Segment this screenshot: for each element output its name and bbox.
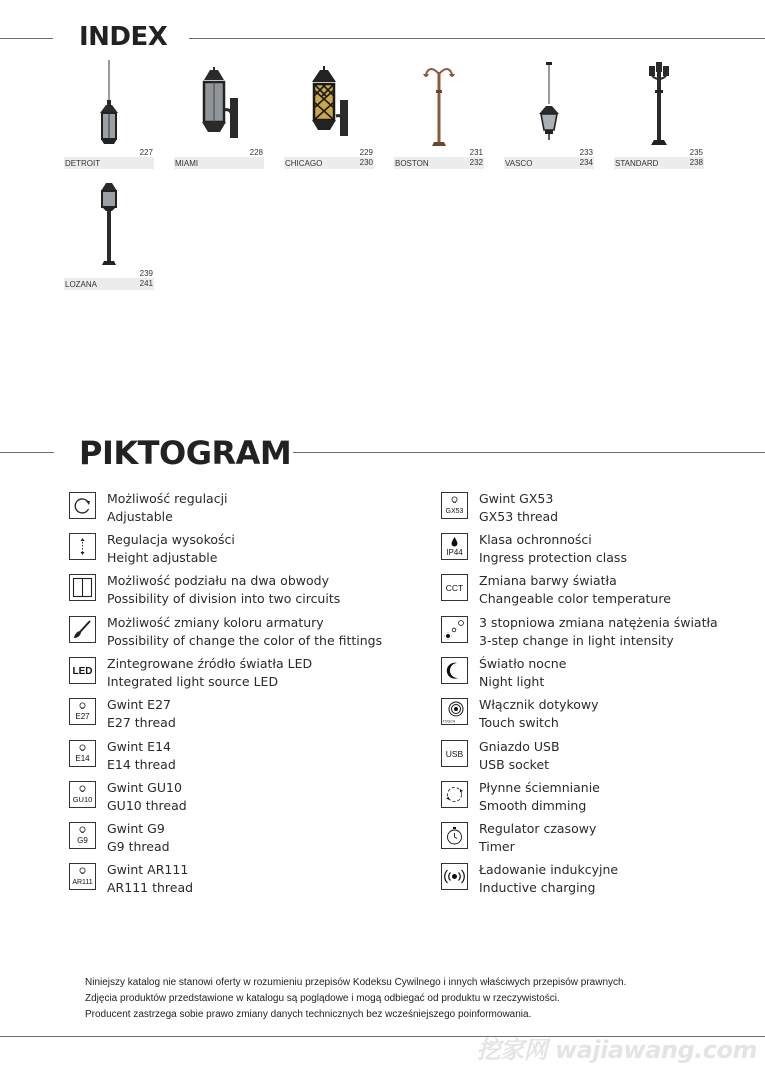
pictogram-label-pl: Gwint GU10 [107, 780, 182, 795]
pictogram-item [441, 614, 761, 654]
pictogram-label-en: Night light [479, 674, 545, 689]
product-name: DETROIT [65, 159, 101, 168]
product-pages: 239 241 [139, 269, 153, 288]
index-rule-right [189, 38, 765, 39]
timer-icon [441, 822, 468, 849]
product-detroit[interactable] [64, 60, 154, 170]
pictogram-label-en: AR111 thread [107, 880, 194, 895]
cct-icon [441, 574, 468, 601]
pictogram-item [69, 614, 409, 654]
bulb-e14-icon [69, 740, 96, 767]
index-title: INDEX [79, 22, 168, 52]
moon-icon [441, 657, 468, 684]
touch-icon [441, 698, 468, 725]
product-name: VASCO [505, 159, 533, 168]
pictogram-label-en: USB socket [479, 757, 550, 772]
svg-text:TOUCH: TOUCH [442, 719, 456, 724]
pictogram-label-en: Changeable color temperature [479, 591, 671, 606]
svg-text:GX53: GX53 [445, 508, 464, 515]
pictogram-label-en: G9 thread [107, 839, 170, 854]
product-pages: 229 230 [359, 148, 373, 167]
wall-lantern-image [174, 60, 264, 158]
svg-text:E14: E14 [75, 754, 90, 763]
product-pages: 227 [139, 148, 153, 157]
product-boston[interactable] [394, 60, 484, 170]
pictogram-label-pl: Klasa ochronności [479, 532, 592, 547]
three-step-icon [441, 616, 468, 643]
pictogram-label-en: E14 thread [107, 757, 176, 772]
svg-text:LED: LED [72, 666, 93, 677]
pictogram-label-pl: Gwint G9 [107, 821, 165, 836]
ip44-icon [441, 533, 468, 560]
product-name: LOZANA [65, 280, 98, 289]
pictogram-label-pl: Możliwość podziału na dwa obwody [107, 573, 329, 588]
svg-text:AR111: AR111 [72, 879, 93, 886]
pictogram-label-pl: Regulacja wysokości [107, 532, 235, 547]
disclaimer-text [85, 975, 626, 1023]
pictogram-item [69, 531, 409, 571]
bulb-gu10-icon [69, 781, 96, 808]
triple-head-post-lamp-image [614, 60, 704, 158]
pictogram-item [441, 696, 761, 736]
disclaimer-line: Zdjęcia produktów przedstawione w katalogu są poglądowe i mogą odbiegać od produktu w rzeczywistości. [85, 993, 560, 1004]
bulb-gx53-icon [441, 492, 468, 519]
pictogram-item [69, 655, 409, 695]
product-miami[interactable] [174, 60, 264, 170]
pictogram-item [441, 572, 761, 612]
paint-brush-icon [69, 616, 96, 643]
pictogram-label-pl: Regulator czasowy [479, 821, 597, 836]
disclaimer-line: Niniejszy katalog nie stanowi oferty w rozumieniu przepisów Kodeksu Cywilnego i innych właściwych przepisów prawnych. [85, 977, 627, 988]
product-chicago[interactable] [284, 60, 374, 170]
pictogram-item [69, 490, 409, 530]
bulb-g9-icon [69, 822, 96, 849]
pictogram-label-en: GU10 thread [107, 798, 187, 813]
pictogram-label-pl: Gwint AR111 [107, 862, 189, 877]
inductive-charging-icon [441, 863, 468, 890]
product-lozana[interactable] [64, 181, 154, 291]
product-pages: 228 [249, 148, 263, 157]
pictogram-label-pl: Zintegrowane źródło światła LED [107, 656, 313, 671]
index-rule-left [0, 38, 53, 39]
pictogram-label-pl: Ładowanie indukcyjne [479, 862, 619, 877]
pictogram-label-pl: Płynne ściemnianie [479, 780, 600, 795]
height-adjust-icon [69, 533, 96, 560]
product-name: MIAMI [175, 159, 199, 168]
pictogram-item [69, 779, 409, 819]
usb-icon [441, 740, 468, 767]
pictogram-item [69, 820, 409, 860]
pictogram-item [69, 696, 409, 736]
pictogram-label-pl: Gniazdo USB [479, 739, 560, 754]
svg-text:G9: G9 [77, 836, 88, 845]
pictogram-label-pl: 3 stopniowa zmiana natężenia światła [479, 615, 718, 630]
product-vasco[interactable] [504, 60, 594, 170]
pictogram-label-en: 3-step change in light intensity [479, 633, 674, 648]
pictogram-label-pl: Możliwość regulacji [107, 491, 228, 506]
pictogram-label-pl: Gwint GX53 [479, 491, 554, 506]
pendant-lantern-image [504, 60, 594, 158]
pictogram-item [69, 861, 409, 901]
pictogram-label-pl: Gwint E14 [107, 739, 171, 754]
pictogram-label-en: Possibility of change the color of the fittings [107, 633, 383, 648]
pictogram-item [441, 861, 761, 901]
bulb-ar111-icon [69, 863, 96, 890]
two-circuits-icon [69, 574, 96, 601]
pictogram-label-pl: Zmiana barwy światła [479, 573, 617, 588]
svg-text:USB: USB [445, 749, 464, 759]
pictogram-label-en: GX53 thread [479, 509, 559, 524]
product-name: CHICAGO [285, 159, 323, 168]
pictogram-item [441, 738, 761, 778]
pictogram-item [441, 490, 761, 530]
adjustable-icon [69, 492, 96, 519]
piktogram-title: PIKTOGRAM [79, 434, 292, 472]
pictogram-label-en: Smooth dimming [479, 798, 587, 813]
product-pages: 235 238 [689, 148, 703, 167]
pictogram-label-pl: Możliwość zmiany koloru armatury [107, 615, 324, 630]
piktogram-rule-left [0, 452, 54, 453]
pictogram-label-en: Possibility of division into two circuits [107, 591, 341, 606]
pictogram-item [441, 820, 761, 860]
pictogram-label-en: Ingress protection class [479, 550, 627, 565]
pictogram-item [441, 779, 761, 819]
pictogram-item [441, 655, 761, 695]
pictogram-label-en: Height adjustable [107, 550, 218, 565]
product-pages: 233 234 [579, 148, 593, 167]
dimming-icon [441, 781, 468, 808]
pictogram-label-en: Integrated light source LED [107, 674, 279, 689]
svg-text:CCT: CCT [445, 583, 464, 593]
svg-text:IP44: IP44 [446, 548, 463, 557]
pictogram-label-pl: Światło nocne [479, 656, 567, 671]
disclaimer-line: Producent zastrzega sobie prawo zmiany danych technicznych bez wcześniejszego poinformowania. [85, 1009, 532, 1020]
bulb-e27-icon [69, 698, 96, 725]
garden-post-lamp-image [394, 60, 484, 158]
product-name: BOSTON [395, 159, 429, 168]
piktogram-rule-right [293, 452, 765, 453]
product-pages: 231 232 [469, 148, 483, 167]
led-icon [69, 657, 96, 684]
garden-post-lamp-image [64, 181, 154, 279]
watermark: 挖家网 wajiawang.com [476, 1036, 757, 1064]
pictogram-item [69, 738, 409, 778]
pictogram-label-en: Inductive charging [479, 880, 596, 895]
pictogram-item [441, 531, 761, 571]
product-standard[interactable] [614, 60, 704, 170]
svg-text:E27: E27 [75, 712, 90, 721]
pictogram-label-en: Touch switch [479, 715, 559, 730]
pictogram-label-pl: Gwint E27 [107, 697, 171, 712]
pendant-lantern-image [64, 60, 154, 158]
pictogram-label-en: Timer [479, 839, 515, 854]
pictogram-label-pl: Włącznik dotykowy [479, 697, 599, 712]
pictogram-item [69, 572, 409, 612]
product-name: STANDARD [615, 159, 659, 168]
pictogram-label-en: E27 thread [107, 715, 176, 730]
svg-text:GU10: GU10 [72, 795, 93, 804]
pictogram-label-en: Adjustable [107, 509, 173, 524]
wall-lantern-image [284, 60, 374, 158]
